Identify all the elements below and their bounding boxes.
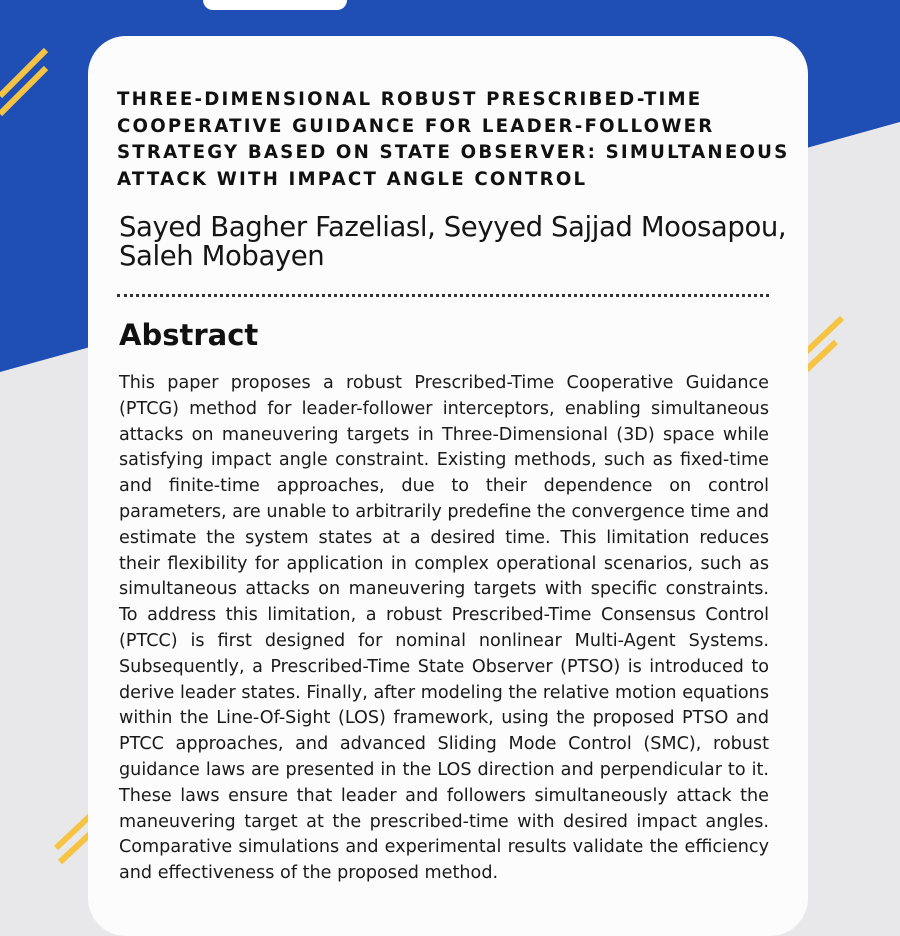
accent-stripes-bottom-left xyxy=(56,816,90,862)
abstract-heading: Abstract xyxy=(119,318,259,352)
top-tab xyxy=(203,0,347,10)
abstract-body: This paper proposes a robust Prescribed-Time Cooperative Guidance (PTCG) method for leader-follower interceptors, enabling simultaneous attacks on maneuvering targets in Three-Dimensional (3D) space while satisfying impact angle constraint. Existing methods, such as fixed-time and finite-time approaches, due to their dependence on control parameters, are unable to arbitrarily predefine the convergence time and estimate the system states at a desired time. This limitation reduces their flexibility for application in complex operational scenarios, such as simultaneous attacks on maneuvering targets with specific constraints. To address this limitation, a robust Prescribed-Time Consensus Control (PTCC) is first designed for nominal nonlinear Multi-Agent Systems. Subsequently, a Prescribed-Time State Observer (PTSO) is introduced to derive leader states. Finally, after modeling the relative motion equations within the Line-Of-Sight (LOS) framework, using the proposed PTSO and PTCC approaches, and advanced Sliding Mode Control (SMC), robust guidance laws are presented in the LOS direction and perpendicular to it. These laws ensure that leader and followers simultaneously attack the maneuvering target at the prescribed-time with desired impact angles. Comparative simulations and experimental results validate the efficiency and effectiveness of the proposed method. xyxy=(119,373,769,884)
paper-title: THREE-DIMENSIONAL ROBUST PRESCRIBED-TIME COOPERATIVE GUIDANCE FOR LEADER-FOLLOWER STRATEGY BASED ON STATE OBSERVER: SIMULTANEOUS ATTACK WITH IMPACT ANGLE CONTROL xyxy=(117,89,790,190)
paper-authors: Sayed Bagher Fazeliasl, Seyyed Sajjad Moosapou, Saleh Mobayen xyxy=(119,211,787,272)
dotted-divider xyxy=(117,294,769,297)
accent-stripes-right xyxy=(806,318,842,370)
